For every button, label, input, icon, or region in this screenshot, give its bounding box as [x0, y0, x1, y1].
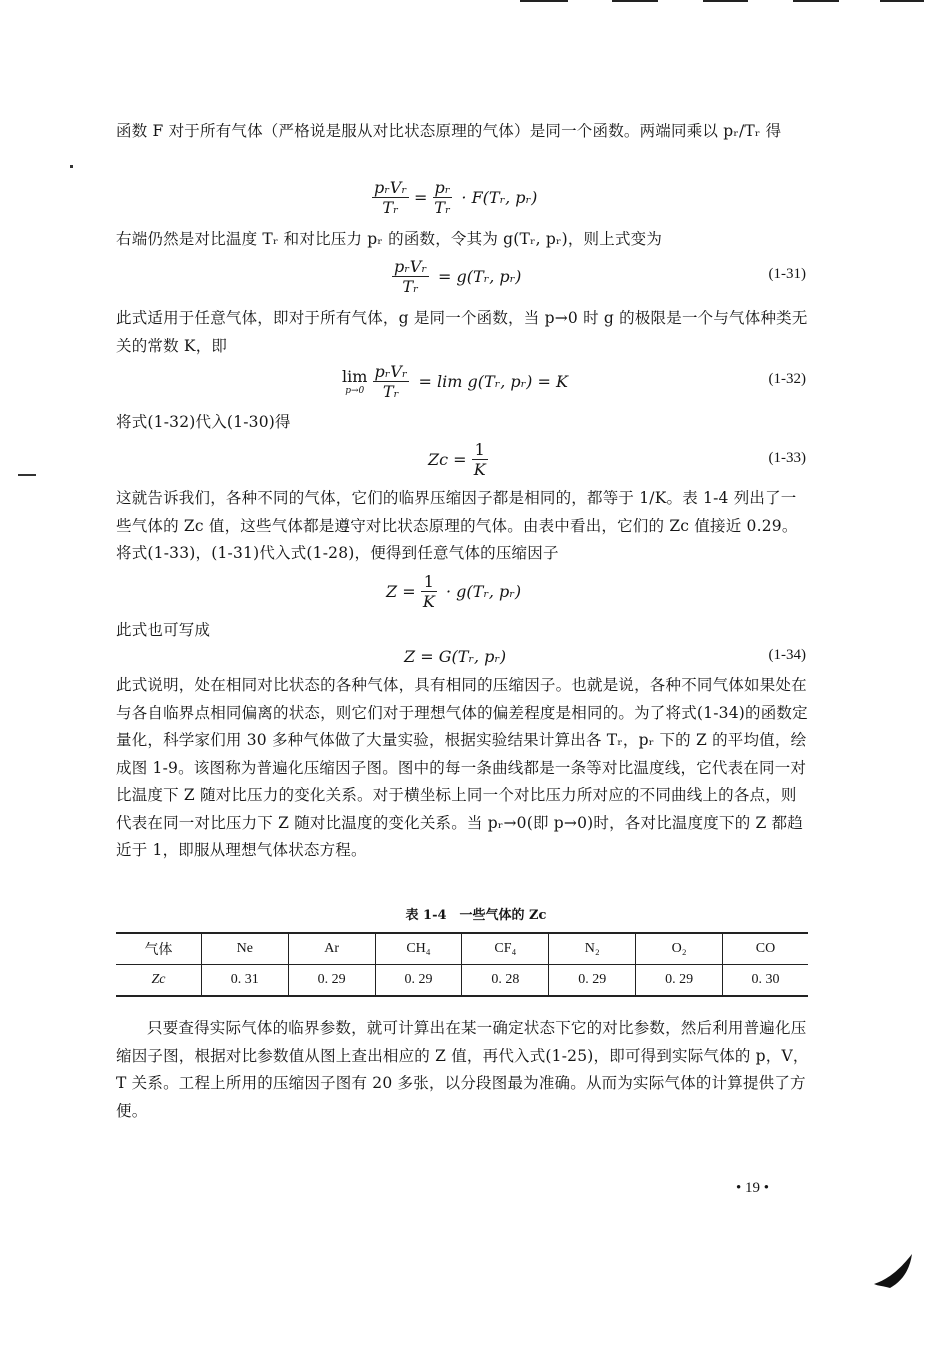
paragraph-5: 这就告诉我们，各种不同的气体，它们的临界压缩因子都是相同的，都等于 1/K。表 1-4 列出了一些气体的 Zc 值，这些气体都是遵守对比状态原理的气体。由表中看出，它们的 Zc 值接近 0.29。将式(1-33)，(1-31)代入式(1-28)，便得到任意气体的压缩因子 — [116, 489, 798, 562]
equation-2 — [392, 257, 521, 296]
frac-den: Tᵣ — [402, 277, 419, 296]
table-cell: Zc — [116, 965, 201, 997]
scan-mark — [18, 474, 36, 476]
frac-num: 1 — [421, 572, 437, 592]
table-row — [116, 965, 808, 997]
equation-rhs: = g(Tᵣ, pᵣ) — [438, 267, 522, 286]
gas-zc-table — [116, 932, 808, 997]
table-header-cell: Ne — [201, 933, 288, 965]
frac-den: K — [422, 592, 435, 611]
table-cell: 0. 29 — [375, 965, 462, 997]
frac-den: Tᵣ — [382, 198, 399, 217]
scan-mark — [70, 165, 73, 168]
equation-tail: · g(Tᵣ, pᵣ) — [445, 582, 522, 601]
frac-num: pᵣVᵣ — [394, 257, 427, 276]
paragraph-1: 函数 F 对于所有气体（严格说是服从对比状态原理的气体）是同一个函数。两端同乘以 pᵣ/Tᵣ 得 — [116, 122, 782, 140]
frac-num: pᵣVᵣ — [374, 178, 407, 197]
equation-label-1-34: (1-34) — [768, 647, 806, 663]
frac-den: Tᵣ — [434, 198, 451, 217]
equation-6: Z = G(Tᵣ, pᵣ) — [404, 647, 507, 666]
paragraph-7: 此式说明，处在相同对比状态的各种气体，具有相同的压缩因子。也就是说，各种不同气体如果处在与各自临界点相同偏离的状态，则它们对于理想气体的偏差程度是相同的。为了将式(1-34)的函数定量化，科学家们用 30 多种气体做了大量实验，根据实验结果计算出各 Tᵣ，pᵣ 下的 Z 的平均值，绘成图 1-9。该图称为普遍化压缩因子图。图中的每一条曲线都是一条等对比温度线，它代表在同一对比温度下 Z 随对比压力的变化关系。对于横坐标上同一个对比压力所对应的不同曲线上的各点，则代表在同一对比压力下 Z 随对比温度的变化关系。当 pᵣ→0(即 p→0)时，各对比温度度下的 Z 都趋近于 1，即服从理想气体状态方程。 — [116, 676, 808, 859]
top-rule — [612, 0, 658, 2]
equation-1: pᵣVᵣ Tᵣ = $\frac{\text{pᵣ}}{\text{Tᵣ}}$ · F(Tᵣ, pᵣ) — [374, 178, 538, 217]
table-header-cell: CH₄ — [375, 933, 462, 965]
equation-3 — [342, 362, 568, 401]
equation-rhs: = lim g(Tᵣ, pᵣ) = K — [418, 372, 568, 391]
equation-tail: · F(Tᵣ, pᵣ) — [461, 188, 538, 207]
frac-num: pᵣ — [434, 178, 451, 197]
paragraph-3: 此式适用于任意气体，即对于所有气体，g 是同一个函数，当 p→0 时 g 的极限是一个与气体种类无关的常数 K，即 — [116, 309, 808, 355]
table-cell: 0. 29 — [636, 965, 723, 997]
lim-sub: p→0 — [345, 386, 365, 396]
frac-num: pᵣVᵣ — [374, 362, 408, 381]
table-header-cell: CO — [723, 933, 808, 965]
table-header-cell: CF₄ — [462, 933, 549, 965]
equation-label-1-33: (1-33) — [768, 450, 806, 466]
equation-5 — [386, 572, 521, 611]
top-rule — [880, 0, 924, 2]
table-caption: 表 1-4 一些气体的 Zc — [405, 908, 547, 923]
top-rule — [793, 0, 839, 2]
frac-den: K — [473, 460, 486, 479]
top-rule — [520, 0, 568, 2]
table-header-cell: O₂ — [636, 933, 723, 965]
table-header-cell: 气体 — [116, 933, 201, 965]
equation-lhs: Zc = — [428, 450, 467, 469]
page-corner-mark — [872, 1250, 916, 1290]
equation-lhs: Z = — [386, 582, 416, 601]
frac-num: 1 — [472, 440, 488, 460]
table-header-cell: N₂ — [549, 933, 636, 965]
table-cell: 0. 29 — [549, 965, 636, 997]
paragraph-2: 右端仍然是对比温度 Tᵣ 和对比压力 pᵣ 的函数，令其为 g(Tᵣ, pᵣ)，则上式变为 — [116, 230, 663, 248]
equation-label-1-32: (1-32) — [768, 371, 806, 387]
equation-label-1-31: (1-31) — [768, 266, 806, 282]
equation-4 — [428, 440, 488, 479]
frac-den: Tᵣ — [382, 382, 400, 401]
table-cell: 0. 29 — [288, 965, 375, 997]
paragraph-8: 只要查得实际气体的临界参数，就可计算出在某一确定状态下它的对比参数，然后利用普遍化压缩因子图，根据对比参数值从图上查出相应的 Z 值，再代入式(1-25)，即可得到实际气体的 p，V，T 关系。工程上所用的压缩因子图有 20 多张，以分段图最为准确。从而为实际气体的计算提供了方便。 — [116, 1019, 809, 1120]
paragraph-6: 此式也可写成 — [116, 621, 211, 639]
table-header-cell: Ar — [288, 933, 375, 965]
top-rule — [703, 0, 748, 2]
table-cell: 0. 30 — [723, 965, 808, 997]
paragraph-4: 将式(1-32)代入(1-30)得 — [116, 413, 291, 431]
table-cell: 0. 28 — [462, 965, 549, 997]
page-number: • 19 • — [736, 1180, 770, 1196]
lim-word: lim — [342, 367, 368, 386]
table-cell: 0. 31 — [201, 965, 288, 997]
table-header-row — [116, 933, 808, 965]
